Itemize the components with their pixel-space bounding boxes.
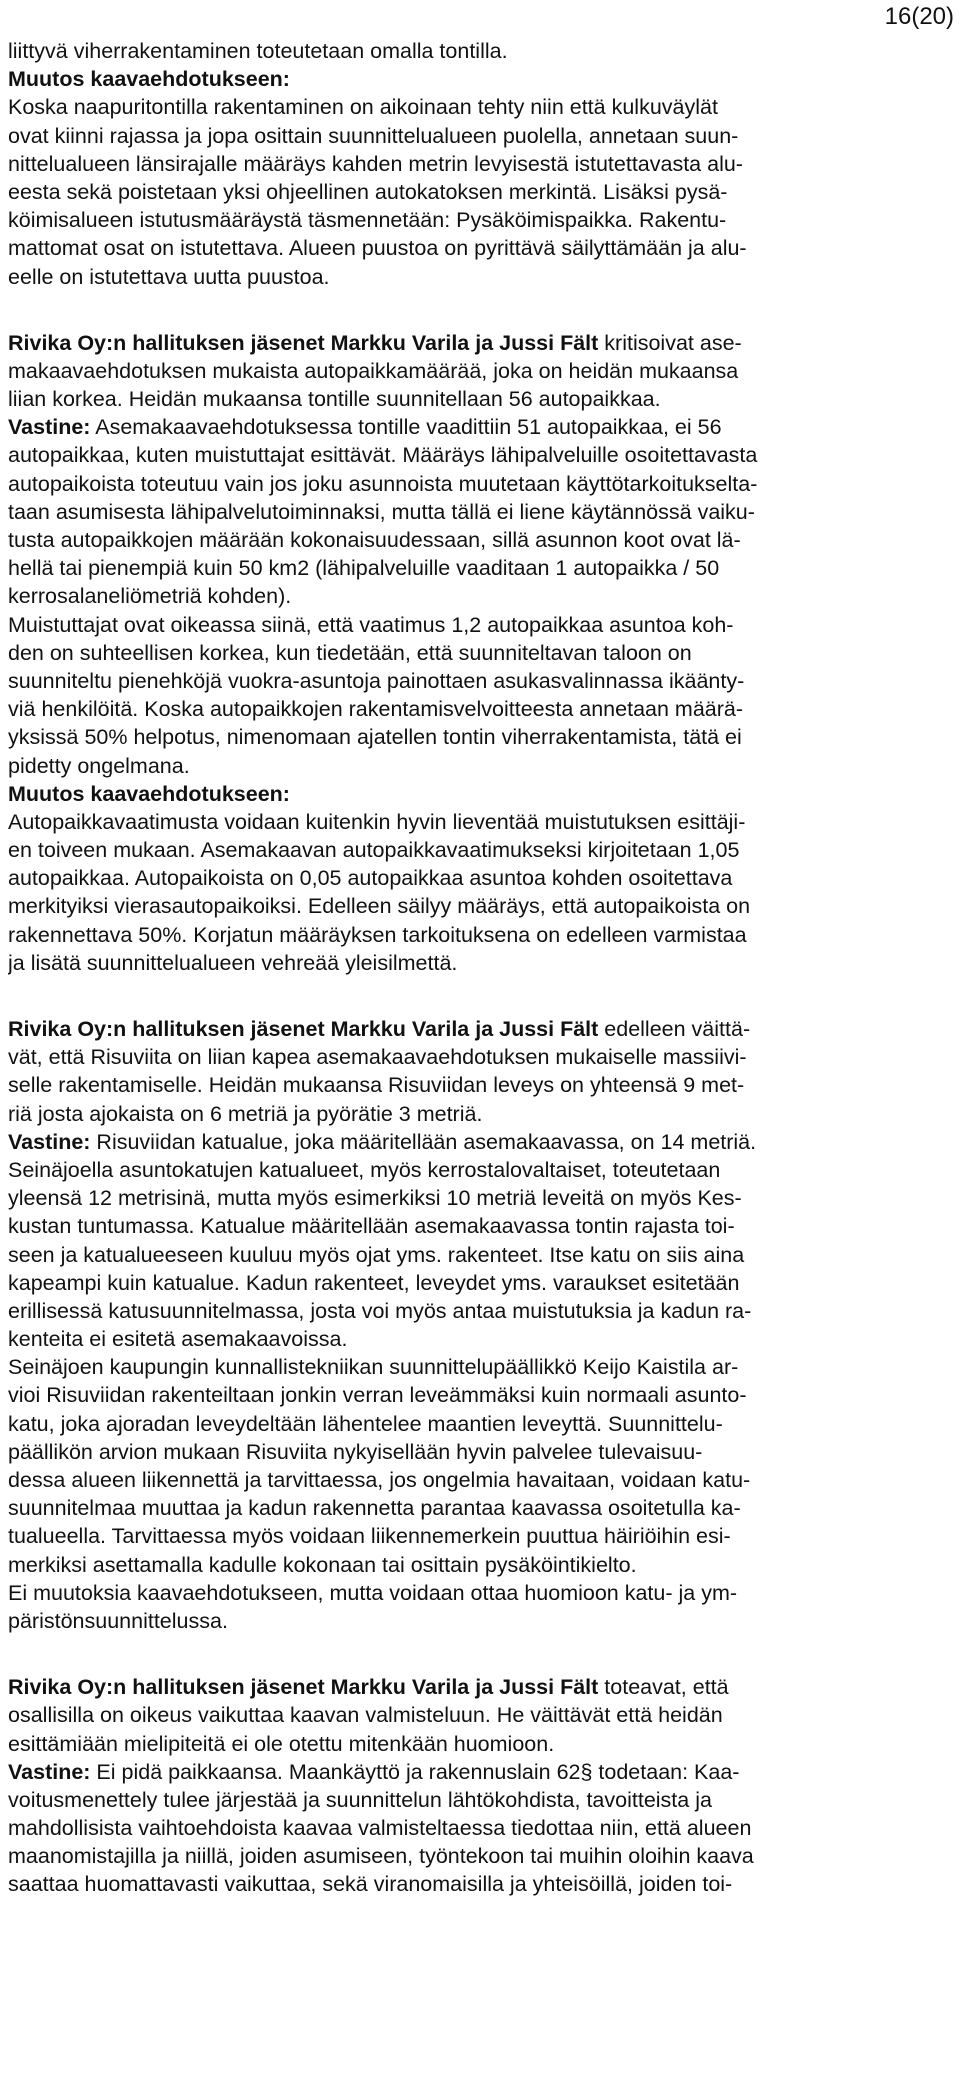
body-text: autopaikoista toteutuu vain jos joku asunnoista muutetaan käyttötarkoitukselta- [8,471,758,496]
body-text: maanomistajilla ja niillä, joiden asumiseen, työntekoon tai muihin oloihin kaava [8,1844,754,1869]
text-line [8,1551,952,1579]
bold-text: Vastine: [8,415,91,440]
text-line [8,864,952,892]
body-text: yksissä 50% helpotus, nimenomaan ajatellen tontin viherrakentamista, tätä ei [8,725,742,750]
body-text: ja lisätä suunnittelualueen vehreää yleisilmettä. [8,950,458,975]
body-text: kustan tuntumassa. Katualue määritellään asemakaavassa tontin rajasta toi- [8,1214,735,1239]
bold-text: Vastine: [8,1129,91,1154]
text-line [8,470,952,498]
text-line [8,1786,952,1814]
body-text: selle rakentamiselle. Heidän mukaansa Risuviidan leveys on yhteensä 9 met- [8,1073,745,1098]
text-line [8,752,952,780]
text-line [8,150,952,178]
text-line [8,639,952,667]
text-line [8,1241,952,1269]
text-line [8,206,952,234]
body-text: osallisilla on oikeus vaikuttaa kaavan valmisteluun. He väittävät että heidän [8,1703,723,1728]
bold-text: Rivika Oy:n hallituksen jäsenet Markku Varila ja Jussi Fält [8,1675,599,1700]
text-line [8,723,952,751]
body-text: Asemakaavaehdotuksessa tontille vaadittiin 51 autopaikkaa, ei 56 [90,415,722,440]
text-line [8,1071,952,1099]
text-line [8,695,952,723]
body-text: ovat kiinni rajassa ja jopa osittain suunnittelualueen puolella, annetaan suun- [8,123,739,148]
text-line [8,921,952,949]
text-line [8,1494,952,1522]
body-text: hellä tai pienempiä kuin 50 km2 (lähipalveluille vaaditaan 1 autopaikka / 50 [8,556,720,581]
body-text: riä josta ajokaista on 6 metriä ja pyörätie 3 metriä. [8,1101,483,1126]
text-line [8,1870,952,1898]
body-text: suunnitelmaa muuttaa ja kadun rakennetta parantaa kaavassa osoitetulla ka- [8,1496,741,1521]
text-line [8,1673,952,1701]
text-line [8,1730,952,1758]
text-line [8,234,952,262]
body-text: mattomat osat on istutettava. Alueen puustoa on pyrittävä säilyttämään ja alu- [8,236,747,261]
body-text: toteavat, että [598,1675,729,1700]
text-line [8,1297,952,1325]
text-line [8,263,952,291]
text-line [8,385,952,413]
text-line [8,1466,952,1494]
bold-text: Muutos kaavaehdotukseen: [8,781,290,806]
text-line [8,1410,952,1438]
text-line [8,122,952,150]
body-text: Seinäjoella asuntokatujen katualueet, myös kerrostalovaltaiset, toteutetaan [8,1157,721,1182]
paragraph-spacer [8,977,952,1015]
body-text: Seinäjoen kaupungin kunnallistekniikan suunnittelupäällikkö Keijo Kaistila ar- [8,1355,739,1380]
text-line [8,1269,952,1297]
body-text: kenteita ei esitetä asemakaavoissa. [8,1327,348,1352]
text-line [8,1381,952,1409]
body-text: kritisoivat ase- [598,330,742,355]
text-line [8,554,952,582]
text-line [8,37,952,65]
body-text: Autopaikkavaatimusta voidaan kuitenkin hyvin lieventää muistutuksen esittäji- [8,809,746,834]
text-line [8,780,952,808]
text-line [8,357,952,385]
bold-text: Rivika Oy:n hallituksen jäsenet Markku Varila ja Jussi Fält [8,1017,599,1041]
text-line [8,526,952,554]
body-text: Ei pidä paikkaansa. Maankäyttö ja rakennuslain 62§ todetaan: Kaa- [90,1759,740,1784]
text-line [8,1814,952,1842]
text-line [8,1701,952,1729]
body-text: vioi Risuviidan rakenteiltaan jonkin verran leveämmäksi kuin normaali asunto- [8,1383,747,1408]
text-line [8,582,952,610]
body-text: Risuviidan katualue, joka määritellään asemakaavassa, on 14 metriä. [90,1129,757,1154]
body-text: merkiksi asettamalla kadulle kokonaan tai osittain pysäköintikielto. [8,1552,637,1577]
text-line [8,1522,952,1550]
bold-text: Rivika Oy:n hallituksen jäsenet Markku Varila ja Jussi Fält [8,330,599,355]
body-text: edelleen väittä- [598,1017,751,1041]
text-line [8,836,952,864]
text-line [8,949,952,977]
text-line [8,413,952,441]
text-line [8,1128,952,1156]
text-line [8,1212,952,1240]
text-line [8,1043,952,1071]
text-line [8,1184,952,1212]
body-text: vät, että Risuviita on liian kapea asemakaavaehdotuksen mukaiselle massiivi- [8,1045,747,1070]
body-text: Koska naapuritontilla rakentaminen on aikoinaan tehty niin että kulkuväylät [8,95,718,120]
page-number: 16(20) [884,3,954,30]
text-line [8,1579,952,1607]
body-text: esittämiään mielipiteitä ei ole otettu mitenkään huomioon. [8,1731,555,1756]
text-line [8,892,952,920]
bold-text: Vastine: [8,1759,91,1784]
body-text: makaavaehdotuksen mukaista autopaikkamäärää, joka on heidän mukaansa [8,358,739,383]
text-line [8,1353,952,1381]
body-text: mahdollisista vaihtoehdoista kaavaa valmisteltaessa tiedottaa niin, että alueen [8,1816,752,1841]
body-text: köimisalueen istutusmääräystä täsmennetään: Pysäköimispaikka. Rakentu- [8,208,727,233]
text-line [8,1438,952,1466]
body-text: liittyvä viherrakentaminen toteutetaan omalla tontilla. [8,39,508,63]
bold-text: Muutos kaavaehdotukseen: [8,67,290,92]
body-text: viä henkilöitä. Koska autopaikkojen rakentamisvelvoitteesta annetaan määrä- [8,697,744,722]
body-text: kerrosalaneliömetriä kohden). [8,584,292,609]
body-text: merkityiksi vierasautopaikoiksi. Edelleen säilyy määräys, että autopaikoista on [8,894,751,919]
text-line [8,65,952,93]
body-text: pidetty ongelmana. [8,753,190,778]
body-text: yleensä 12 metrisinä, mutta myös esimerkiksi 10 metriä leveitä on myös Kes- [8,1186,742,1211]
body-text: eesta sekä poistetaan yksi ohjeellinen autokatoksen merkintä. Lisäksi pysä- [8,179,728,204]
body-text: den on suhteellisen korkea, kun tiedetään, että suunniteltavan taloon on [8,640,692,665]
body-text: saattaa huomattavasti vaikuttaa, sekä viranomaisilla ja yhteisöillä, joiden toi- [8,1872,733,1897]
body-text: tusta autopaikkojen määrään kokonaisuudessaan, sillä asunnon koot ovat lä- [8,528,741,552]
body-text: päristönsuunnittelussa. [8,1608,228,1633]
text-line [8,1758,952,1786]
paragraph-spacer [8,1635,952,1673]
text-line [8,1842,952,1870]
body-text: autopaikkaa, kuten muistuttajat esittävät. Määräys lähipalveluille osoitettavasta [8,443,758,468]
body-text: liian korkea. Heidän mukaansa tontille suunnitellaan 56 autopaikkaa. [8,387,661,412]
text-line [8,178,952,206]
text-line [8,667,952,695]
text-line [8,498,952,526]
body-text: taan asumisesta lähipalvelutoiminnaksi, mutta tällä ei liene käytännössä vaiku- [8,499,755,524]
body-text: autopaikkaa. Autopaikoista on 0,05 autopaikkaa asuntoa kohden osoitettava [8,866,733,891]
text-line [8,611,952,639]
body-text: eelle on istutettava uutta puustoa. [8,264,330,289]
body-text: Muistuttajat ovat oikeassa siinä, että vaatimus 1,2 autopaikkaa asuntoa koh- [8,612,734,637]
body-text: en toiveen mukaan. Asemakaavan autopaikkavaatimukseksi kirjoitetaan 1,05 [8,838,740,863]
text-line [8,93,952,121]
body-text: voitusmenettely tulee järjestää ja suunnittelun lähtökohdista, tavoitteista ja [8,1787,712,1812]
text-line [8,1325,952,1353]
body-text: erillisessä katusuunnitelmassa, josta voi myös antaa muistutuksia ja kadun ra- [8,1298,752,1323]
text-line [8,1607,952,1635]
body-text: kapeampi kuin katualue. Kadun rakenteet, leveydet yms. varaukset esitetään [8,1270,740,1295]
text-line [8,1100,952,1128]
document-body [8,37,952,1899]
body-text: päällikön arvion mukaan Risuviita nykyisellään hyvin palvelee tulevaisuu- [8,1439,703,1464]
body-text: dessa alueen liikennettä ja tarvittaessa, jos ongelmia havaitaan, voidaan katu- [8,1468,751,1492]
text-line [8,329,952,357]
body-text: tualueella. Tarvittaessa myös voidaan liikennemerkein puuttua häiriöihin esi- [8,1524,731,1549]
paragraph-spacer [8,291,952,329]
body-text: katu, joka ajoradan leveydeltään lähentelee maantien leveyttä. Suunnittelu- [8,1411,723,1436]
text-line [8,1156,952,1184]
body-text: seen ja katualueeseen kuuluu myös ojat yms. rakenteet. Itse katu on siis aina [8,1242,745,1267]
text-line [8,441,952,469]
body-text: Ei muutoksia kaavaehdotukseen, mutta voidaan ottaa huomioon katu- ja ym- [8,1580,738,1605]
text-line [8,808,952,836]
body-text: nittelualueen länsirajalle määräys kahden metrin levyisestä istutettavasta alu- [8,151,743,176]
body-text: rakennettava 50%. Korjatun määräyksen tarkoituksena on edelleen varmistaa [8,922,747,947]
body-text: suunniteltu pienehköjä vuokra-asuntoja painottaen asukasvalinnassa ikäänty- [8,668,745,693]
text-line [8,1015,952,1043]
